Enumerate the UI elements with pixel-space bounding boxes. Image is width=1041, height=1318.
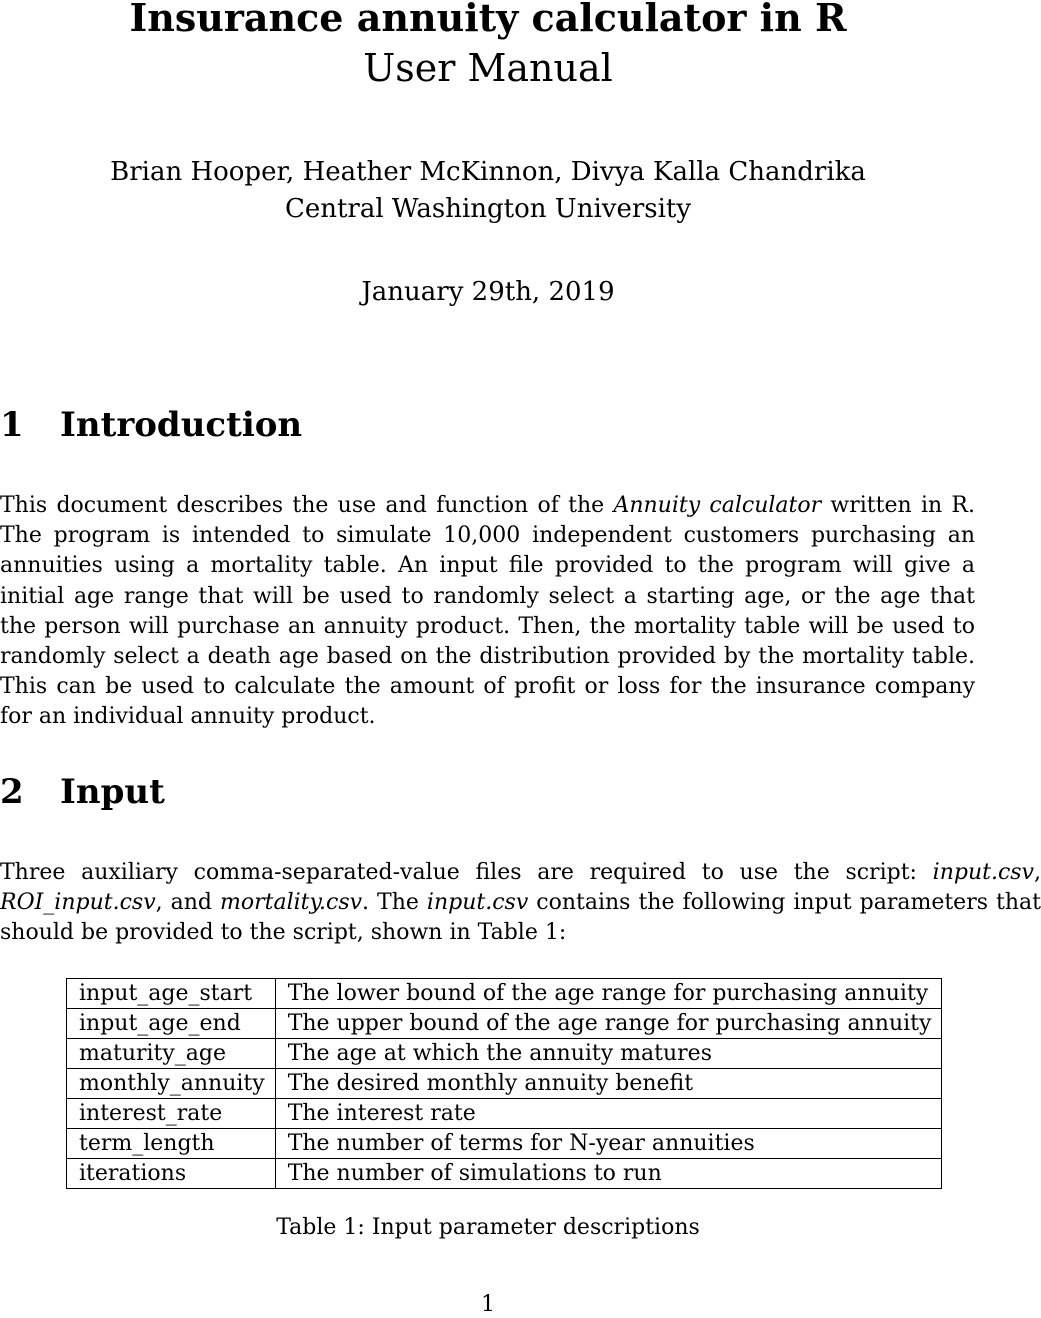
section-heading-introduction [0,405,302,445]
parameter-description-cell: The number of terms for N-year annuities [275,1129,942,1159]
section-heading-input [0,772,165,812]
parameter-name-cell: iterations [67,1159,276,1189]
parameter-description-cell: The desired monthly annuity benefit [275,1069,942,1099]
table-row [67,1099,942,1129]
page-number: 1 [481,1292,495,1317]
table-row [67,1129,942,1159]
parameter-name-cell: interest_rate [67,1099,276,1129]
author-affiliation: Central Washington University [284,194,692,224]
parameter-name-cell: term_length [67,1129,276,1159]
parameter-name-cell: input_age_end [67,1009,276,1039]
section-title: Introduction [60,405,303,445]
table-row [67,979,942,1009]
introduction-paragraph: This document describes the use and function of the Annuity calculator written in R. The program is intended to simulate 10,000 independent customers purchasing an annuities using a mortality table. An input file provided to the program will give a initial age range that will be used to randomly select a starting age, or the age that the person will purchase an annuity product. Then, the mortality table will be used to randomly select a death age based on the distribution provided by the mortality table. This can be used to calculate the amount of profit or loss for the insurance company for an individual annuity product. [0,493,975,730]
input-paragraph: Three auxiliary comma-separated-value files are required to use the script: input.csv, ROI_input.csv, and mortality.csv. The input.csv contains the following input parameters that should be provided to the script, shown in Table 1: [0,860,1041,946]
section-title: Input [60,772,165,812]
parameter-description-cell: The age at which the annuity matures [275,1039,942,1069]
parameter-name-cell: monthly_annuity [67,1069,276,1099]
parameter-description-cell: The interest rate [275,1099,942,1129]
input-parameter-table [66,978,942,1189]
filename: input.csv [932,860,1034,885]
emphasized-term: Annuity calculator [613,493,822,518]
table-row [67,1039,942,1069]
document-title: Insurance annuity calculator in R [129,0,847,40]
filename: mortality.csv [220,890,363,916]
section-number: 2 [0,772,24,812]
author-list: Brian Hooper, Heather McKinnon, Divya Kalla Chandrika [110,157,866,187]
parameter-name-cell: input_age_start [67,979,276,1009]
filename: input.csv [426,890,529,916]
parameter-description-cell: The lower bound of the age range for purchasing annuity [275,979,942,1009]
section-number: 1 [0,405,24,445]
parameter-description-cell: The upper bound of the age range for purchasing annuity [275,1009,942,1039]
parameter-name-cell: maturity_age [67,1039,276,1069]
table-caption: Table 1: Input parameter descriptions [276,1215,700,1240]
table-row [67,1159,942,1189]
table-row [67,1009,942,1039]
filename: ROI_input.csv [0,890,156,916]
document-subtitle: User Manual [363,46,613,90]
document-date: January 29th, 2019 [361,277,615,307]
table-row [67,1069,942,1099]
parameter-description-cell: The number of simulations to run [275,1159,942,1189]
